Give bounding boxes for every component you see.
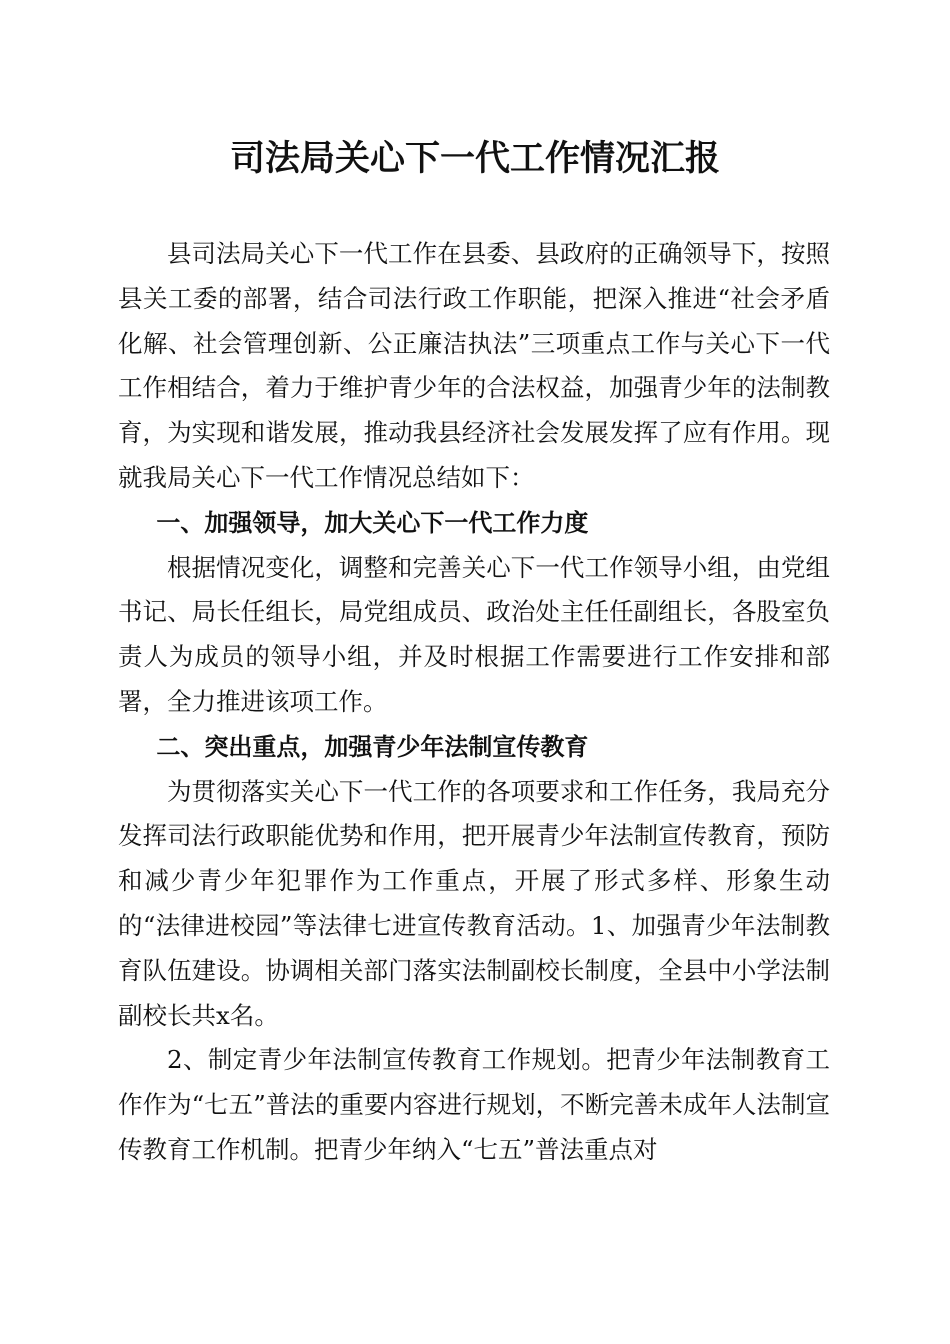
section-heading-2: 二、突出重点，加强青少年法制宣传教育 bbox=[156, 732, 589, 761]
section-2-paragraph-2: 2、制定青少年法制宣传教育工作规划。把青少年法制教育工作作为“七五”普法的重要内容进行规划，不断完善未成年人法制宣传教育工作机制。把青少年纳入“七五”普法重点对 bbox=[118, 1045, 830, 1164]
section-2-paragraph-1: 为贯彻落实关心下一代工作的各项要求和工作任务，我局充分发挥司法行政职能优势和作用，把开展青少年法制宣传教育，预防和减少青少年犯罪作为工作重点，开展了形式多样、形象生动的“法律进校园”等法律七进宣传教育活动。1、加强青少年法制教育队伍建设。协调相关部门落实法制副校长制度，全县中小学法制副校长共x名。 bbox=[118, 776, 830, 1030]
document-title: 司法局关心下一代工作情况汇报 bbox=[229, 138, 720, 179]
intro-paragraph: 县司法局关心下一代工作在县委、县政府的正确领导下，按照县关工委的部署，结合司法行政工作职能，把深入推进“社会矛盾化解、社会管理创新、公正廉洁执法”三项重点工作与关心下一代工作相结合，着力于维护青少年的合法权益，加强青少年的法制教育，为实现和谐发展，推动我县经济社会发展发挥了应有作用。现就我局关心下一代工作情况总结如下： bbox=[118, 239, 830, 492]
section-1-paragraph: 根据情况变化，调整和完善关心下一代工作领导小组，由党组书记、局长任组长，局党组成员、政治处主任任副组长，各股室负责人为成员的领导小组，并及时根据工作需要进行工作安排和部署，全力推进该项工作。 bbox=[118, 552, 830, 716]
document-body bbox=[118, 232, 830, 1173]
section-heading-1: 一、加强领导，加大关心下一代工作力度 bbox=[156, 508, 589, 537]
